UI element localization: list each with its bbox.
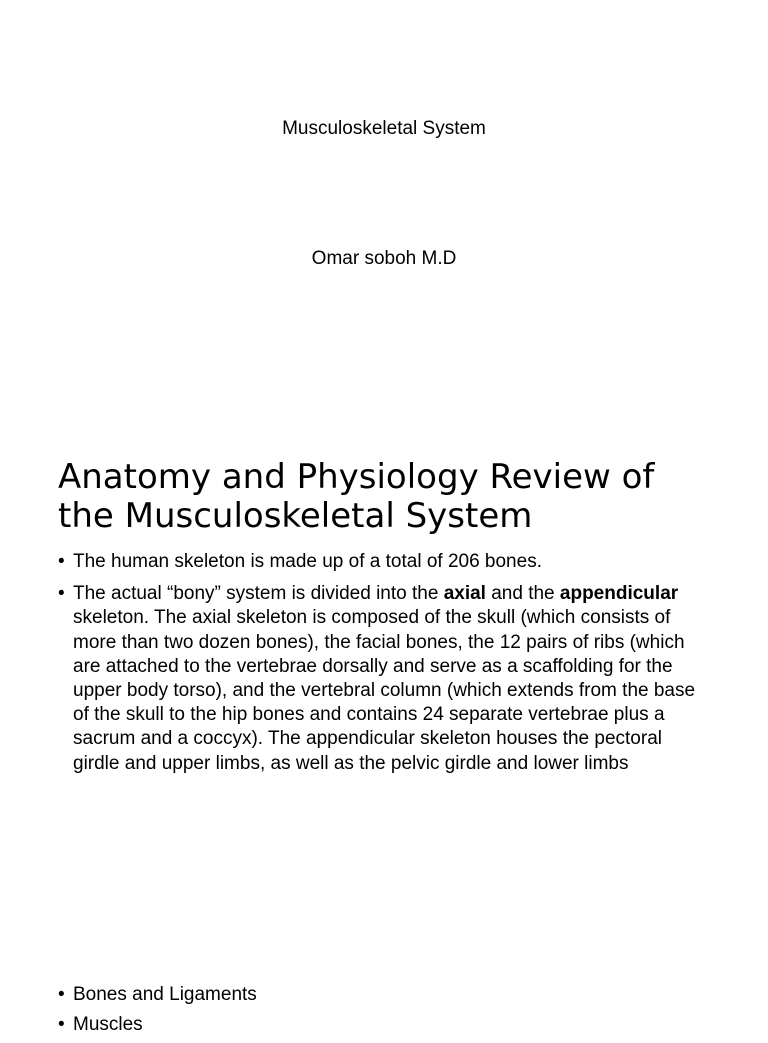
bullet-list-topics bbox=[58, 983, 708, 1043]
heading-line-1: Anatomy and Physiology Review of bbox=[58, 457, 655, 497]
term-axial: axial bbox=[443, 583, 486, 605]
bullet-bones-ligaments bbox=[58, 983, 708, 1007]
bullet-text: The human skeleton is made up of a total of 206 bones. bbox=[73, 551, 542, 572]
bullet-text: Muscles bbox=[73, 1014, 143, 1036]
bullet-text: Bones and Ligaments bbox=[73, 984, 257, 1005]
bullet-skeleton-count bbox=[58, 550, 708, 574]
bullet-text: and the bbox=[485, 583, 560, 605]
heading-line-2: the Musculoskeletal System bbox=[58, 496, 533, 536]
section-heading bbox=[58, 458, 738, 536]
bullet-list bbox=[58, 550, 708, 776]
slide-author: Omar soboh M.D bbox=[311, 248, 457, 269]
bullet-text: skeleton. The axial skeleton is composed of the skull (which consists of more than two dozen bones), the facial bones, the 12 pairs of ribs (which are attached to the vertebrae dorsally and serve as a scaffolding for the upper body torso), and the vertebral column (which extends from the base of the skull to the hip bones and contains 24 separate vertebrae plus a sacrum and a coccyx). The appendicular skeleton houses the pectoral girdle and upper limbs, as well as the pelvic girdle and lower limbs bbox=[73, 607, 696, 774]
bullet-muscles bbox=[58, 1013, 708, 1037]
slide-title: Musculoskeletal System bbox=[282, 118, 486, 139]
bullet-text: The actual “bony” system is divided into the bbox=[73, 583, 444, 605]
term-appendicular: appendicular bbox=[559, 583, 679, 605]
bullet-skeleton-division bbox=[58, 582, 708, 776]
